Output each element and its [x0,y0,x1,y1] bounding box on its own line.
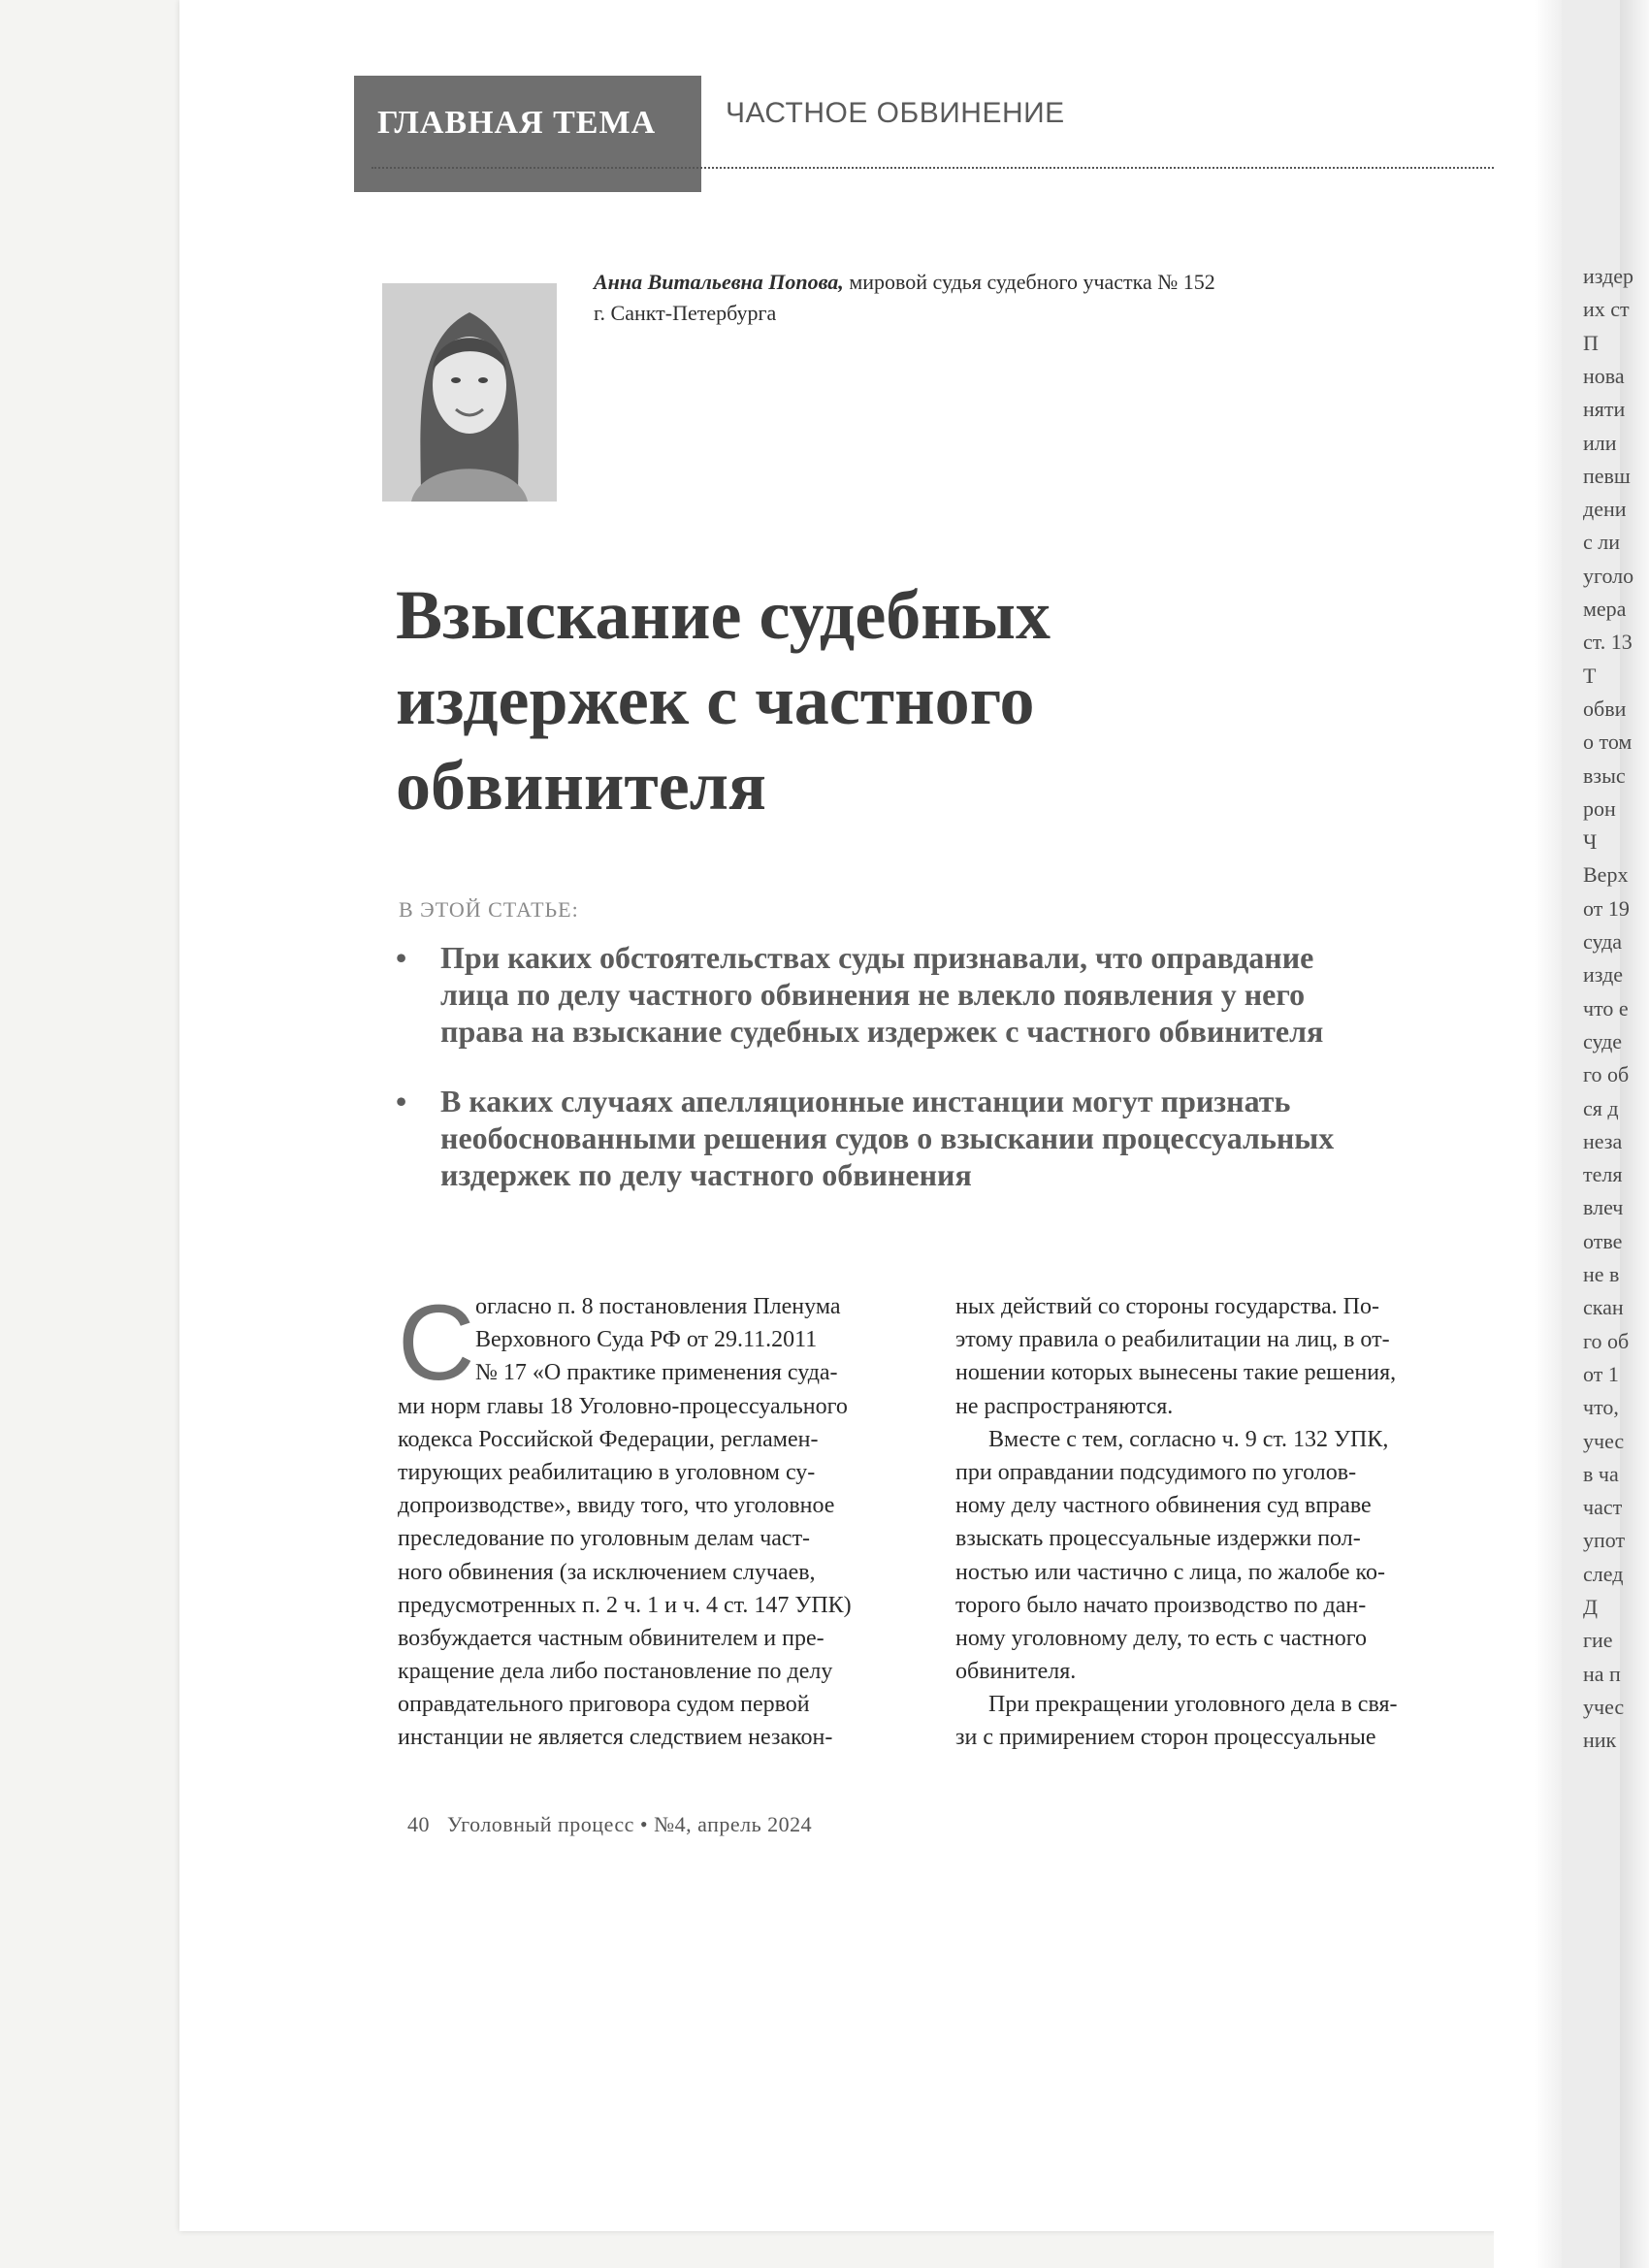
next-page-fragment: с ли [1583,530,1621,555]
bullet-item [396,1083,1492,1193]
next-page-fragment: П [1583,330,1599,355]
author-city: г. Санкт-Петербурга [594,301,777,325]
body-line: взыскать процессуальные издержки пол- [955,1526,1361,1552]
portrait-image [382,283,557,502]
section-badge [354,76,701,192]
next-page-fragment: след [1583,1561,1624,1586]
next-page-fragment: их ст [1583,297,1630,322]
next-page-fragment: обви [1583,696,1627,721]
next-page-fragment: ст. 13 [1583,630,1633,655]
body-line: этому правила о реабилитации на лиц, в от- [955,1327,1390,1353]
next-page-fragment: теля [1583,1162,1623,1187]
next-page-edge [1562,0,1649,2268]
next-page-fragment: суда [1583,929,1623,954]
next-page-fragment: что е [1583,995,1629,1021]
body-line: оправдательного приговора судом первой [398,1692,810,1718]
author-name: Анна Витальевна Попова, [594,270,844,294]
bullet-line: В каких случаях апелляционные инстанции могут признать [440,1084,1291,1118]
next-page-fragment: част [1583,1495,1623,1520]
next-page-fragment: от 1 [1583,1361,1619,1386]
body-line: № 17 «О практике применения суда- [475,1360,838,1386]
next-page-fragment: на п [1583,1661,1621,1686]
next-page-fragment: неза [1583,1128,1623,1153]
bullet-line: необоснованными решения судов о взыскании процессуальных [440,1120,1335,1155]
body-line: преследование по уголовным делам част- [398,1526,811,1552]
body-line: огласно п. 8 постановления Пленума [475,1294,841,1319]
next-page-fragment: отве [1583,1228,1623,1253]
header-divider [372,167,1649,169]
next-page-fragment: уголо [1583,563,1634,588]
bullet-line: лица по делу частного обвинения не влекло появления у него [440,977,1306,1012]
author-info [594,267,1389,329]
next-page-fragment: го об [1583,1062,1630,1087]
next-page-fragment: в ча [1583,1461,1619,1486]
body-line: Вместе с тем, согласно ч. 9 ст. 132 УПК, [988,1426,1389,1452]
bullet-item [396,939,1492,1050]
in-article-label: В ЭТОЙ СТАТЬЕ: [399,897,579,922]
title-line: Взыскание судебных [396,576,1051,654]
body-line: ми норм главы 18 Уголовно-процессуального [398,1393,848,1419]
next-page-fragment: дени [1583,497,1627,522]
page-footer [407,1812,812,1837]
body-line: допроизводстве», ввиду того, что уголовное [398,1493,835,1519]
next-page-fragment: Д [1583,1595,1599,1619]
next-page-fragment: о том [1583,729,1633,755]
body-line: возбуждается частным обвинителем и пре- [398,1625,824,1651]
next-page-fragment: го об [1583,1328,1630,1353]
body-line: ностью или частично с лица, по жалобе ко- [955,1559,1385,1585]
bullet-dot: • [396,1084,407,1118]
body-line: торого было начато производство по дан- [955,1592,1367,1618]
article-title [396,572,1269,828]
page-edge-shadow [1494,0,1562,2268]
body-line: кодекса Российской Федерации, регламен- [398,1426,819,1452]
section-label: ГЛАВНАЯ ТЕМА [377,105,657,141]
next-page-fragment: певш [1583,463,1631,488]
next-page-fragment: от 19 [1583,895,1630,921]
drop-cap: С [398,1283,475,1403]
title-line: издержек с частного [396,662,1035,739]
next-page-fragment: Т [1583,663,1597,688]
bullet-line: При каких обстоятельствах суды признавали, что оправдание [440,940,1314,975]
next-page-fragment: или [1583,430,1617,455]
next-page-fragment: суде [1583,1028,1623,1053]
next-page-fragment: ник [1583,1728,1617,1753]
body-line: ному делу частного обвинения суд вправе [955,1493,1372,1519]
next-page-fragment: издер [1583,264,1634,288]
next-page-fragment: учес [1583,1694,1625,1719]
next-page-fragment: не в [1583,1262,1620,1286]
subsection-label: ЧАСТНОЕ ОБВИНЕНИЕ [726,97,1065,129]
bullet-line: издержек по делу частного обвинения [440,1157,972,1192]
body-line: Верховного Суда РФ от 29.11.2011 [475,1327,818,1353]
next-page-fragment: Ч [1583,829,1598,855]
title-line: обвинителя [396,747,767,825]
body-column-left [398,1283,922,1755]
body-line: не распространяются. [955,1393,1174,1419]
next-page-fragment: мера [1583,597,1627,621]
body-line: предусмотренных п. 2 ч. 1 и ч. 4 ст. 147 УПК) [398,1592,852,1618]
page-number: 40 [407,1812,430,1836]
body-line: кращение дела либо постановление по делу [398,1659,833,1685]
body-line: При прекращении уголовного дела в свя- [988,1692,1398,1718]
next-page-fragment: нова [1583,363,1625,388]
next-page-fragment: ся д [1583,1095,1619,1120]
next-page-shade [1620,0,1649,2268]
journal-info: Уголовный процесс • №4, апрель 2024 [447,1812,813,1836]
next-page-fragment: скан [1583,1295,1624,1320]
body-line: ного обвинения (за исключением случаев, [398,1559,816,1585]
body-line: обвинителя. [955,1659,1077,1685]
body-line: тирующих реабилитацию в уголовном су- [398,1459,816,1485]
next-page-fragment: учес [1583,1428,1625,1453]
next-page-fragment: гие [1583,1628,1613,1653]
next-page-fragment: няти [1583,397,1626,422]
body-line: ношении которых вынесены такие решения, [955,1360,1397,1386]
next-page-fragment: изде [1583,962,1624,988]
body-line: при оправдании подсудимого по уголов- [955,1459,1357,1485]
in-article-bullets [396,939,1492,1226]
next-page-fragment: упот [1583,1528,1626,1553]
bullet-line: права на взыскание судебных издержек с частного обвинителя [440,1014,1324,1049]
body-line: ных действий со стороны государства. По- [955,1294,1379,1319]
body-line: инстанции не является следствием незакон- [398,1725,833,1751]
body-column-right [955,1290,1479,1755]
body-line: ному уголовному делу, то есть с частного [955,1625,1367,1651]
body-line: зи с примирением сторон процессуальные [955,1725,1376,1751]
next-page-fragment: Верх [1583,862,1629,888]
author-photo [382,283,557,502]
next-page-fragment: рон [1583,795,1616,821]
author-position: мировой судья судебного участка № 152 [843,270,1215,294]
next-page-fragment: что, [1583,1395,1619,1420]
next-page-fragment: влеч [1583,1195,1624,1220]
next-page-fragment: взыс [1583,762,1626,788]
bullet-dot: • [396,940,407,975]
